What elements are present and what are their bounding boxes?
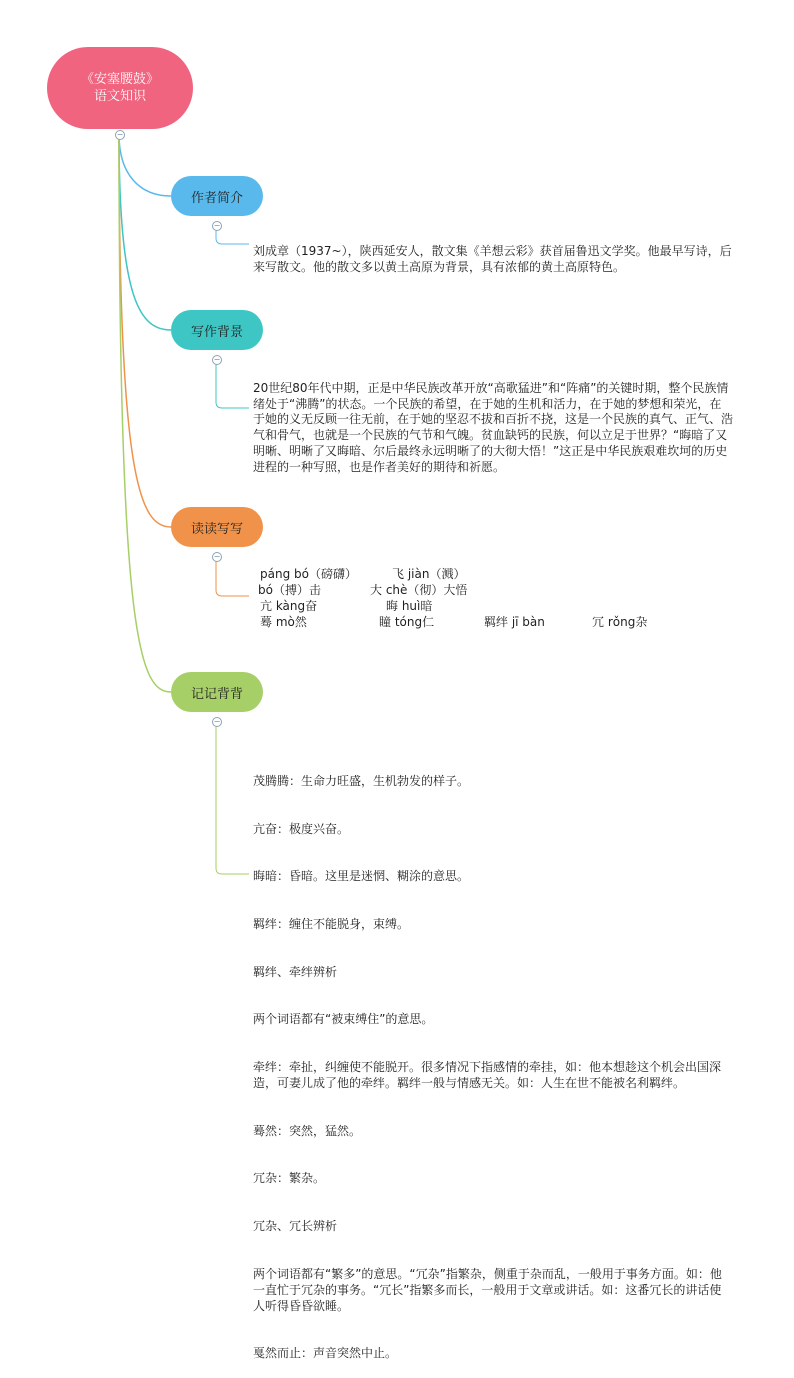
- root-topic[interactable]: [47, 47, 193, 129]
- branch-read-write[interactable]: 读读写写: [171, 507, 263, 547]
- connector-memorize-to-note: [216, 722, 249, 874]
- word-item: páng bó（磅礴）: [260, 567, 357, 581]
- word-item: bó（搏）击: [258, 583, 321, 597]
- connector-root-to-memorize: [119, 134, 171, 692]
- memorize-line: 两个词语都有“被束缚住”的意思。: [253, 1012, 434, 1027]
- memorize-line: 亢奋：极度兴奋。: [253, 821, 350, 836]
- branch-memorize[interactable]: 记记背背: [171, 672, 263, 712]
- word-item: 亢 kàng奋: [260, 599, 318, 613]
- reading-collapse-icon[interactable]: −: [213, 552, 221, 561]
- branch-author-intro[interactable]: 作者简介: [171, 176, 263, 216]
- connector-root-to-reading: [119, 134, 171, 527]
- memorize-note: [253, 742, 733, 1378]
- word-item: 羁绊 jī bàn: [484, 615, 545, 629]
- author-intro-note: 刘成章（1937~），陕西延安人，散文集《羊想云彩》获首届鲁迅文学奖。他最早写诗，后来写散文。他的散文多以黄土高原为背景，具有浓郁的黄土高原特色。: [253, 244, 732, 274]
- connector-root-to-background: [119, 134, 171, 330]
- word-item: 瞳 tóng仁: [379, 615, 435, 629]
- word-item: 冗 rǒng杂: [592, 615, 648, 629]
- memorize-line: 晦暗：昏暗。这里是迷惘、糊涂的意思。: [253, 869, 470, 884]
- connector-background-to-note: [216, 360, 249, 408]
- connector-root-to-author: [119, 134, 171, 196]
- word-item: 蓦 mò然: [260, 615, 307, 629]
- connector-reading-to-note: [216, 557, 249, 596]
- word-item: 晦 huì暗: [386, 599, 433, 613]
- root-collapse-icon[interactable]: −: [116, 130, 124, 139]
- memorize-line: 牵绊：牵扯，纠缠使不能脱开。很多情况下指感情的牵挂，如：他本想趁这个机会出国深造，可妻儿成了他的牵绊。羁绊一般与情感无关。如：人生在世不能被名利羁绊。: [253, 1060, 722, 1091]
- memorize-line: 冗杂、冗长辨析: [253, 1219, 338, 1234]
- memorize-line: 戛然而止：声音突然中止。: [253, 1346, 398, 1361]
- root-title-line2: 语文知识: [93, 89, 146, 104]
- root-title-line1: 《安塞腰鼓》: [80, 72, 159, 87]
- word-item: 大 chè（彻）大悟: [370, 583, 468, 597]
- memorize-line: 茂腾腾：生命力旺盛，生机勃发的样子。: [253, 773, 470, 788]
- branch-writing-background[interactable]: 写作背景: [171, 310, 263, 350]
- memorize-line: 羁绊：缠住不能脱身，束缚。: [253, 916, 410, 931]
- memorize-line: 羁绊、牵绊辨析: [253, 964, 338, 979]
- background-collapse-icon[interactable]: −: [213, 355, 221, 364]
- memorize-line: 冗杂：繁杂。: [253, 1171, 326, 1186]
- memorize-line: 两个词语都有“繁多”的意思。“冗杂”指繁杂，侧重于杂而乱，一般用于事务方面。如：他一直忙于冗杂的事务。“冗长”指繁多而长，一般用于文章或讲话。如：这番冗长的讲话使人听得昏昏欲睡。: [253, 1266, 722, 1313]
- writing-background-note: 20世纪80年代中期，正是中华民族改革开放“高歌猛进”和“阵痛”的关键时期，整个民族情绪处于“沸腾”的状态。一个民族的希望，在于她的生机和活力，在于她的梦想和荣光，在于她的义无反顾一往无前，在于她的坚忍不拔和百折不挠，这是一个民族的真气、正气、浩气和骨气，也就是一个民族的气节和气魄。贫血缺钙的民族，何以立足于世界？“晦暗了又明晰、明晰了又晦暗、尔后最终永远明晰了的大彻大悟！”这正是中华民族艰难坎坷的历史进程的一种写照，也是作者美好的期待和祈愿。: [253, 381, 734, 474]
- word-item: 飞 jiàn（溅）: [392, 567, 466, 581]
- memorize-collapse-icon[interactable]: −: [213, 717, 221, 726]
- author-collapse-icon[interactable]: −: [213, 221, 221, 230]
- memorize-line: 蓦然：突然，猛然。: [253, 1123, 362, 1138]
